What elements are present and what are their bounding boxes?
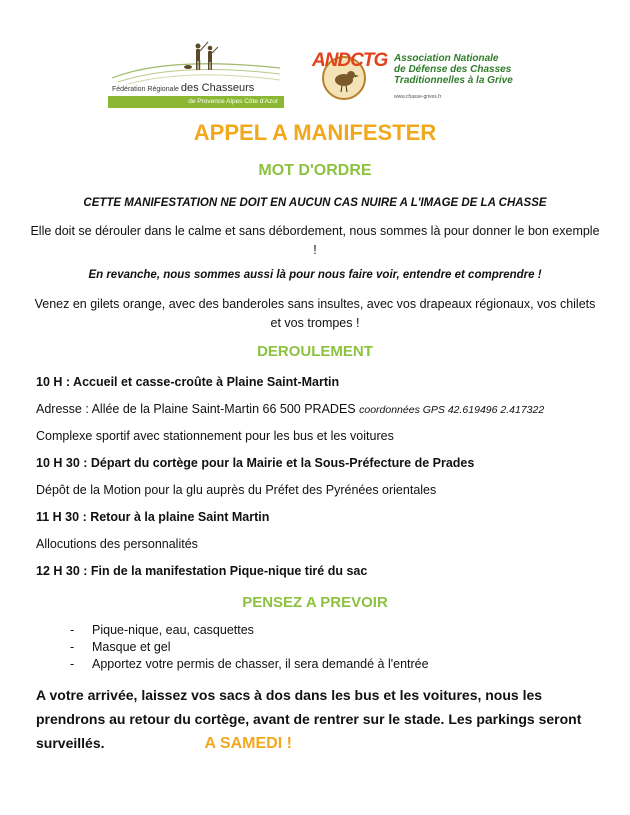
federation-title: Fédération Régionale des Chasseurs [112,82,255,94]
schedule-item: 11 H 30 : Retour à la plaine Saint Martin [36,510,270,524]
closing-paragraph: A votre arrivée, laissez vos sacs à dos dans les bus et les voitures, nous les prendrons au retour du cortège, avant de rentrer sur le stade. Les parkings seront surveillés. A SAMEDI ! [36,687,582,752]
schedule-item: Complexe sportif avec stationnement pour les bus et les voitures [36,429,394,443]
header-logos [0,38,630,116]
federation-region: de Provence Alpes Côte d'Azur [188,98,278,105]
list-item: - Pique-nique, eau, casquettes [70,623,254,637]
gps-coordinates: coordonnées GPS 42.619496 2.417322 [359,404,545,416]
deroulement-heading: DEROULEMENT [257,343,373,360]
intro-paragraph: Elle doit se dérouler dans le calme et sans débordement, nous sommes là pour donner le bon exemple ! [30,224,600,257]
prevoir-list [70,622,429,673]
slogan: CETTE MANIFESTATION NE DOIT EN AUCUN CAS NUIRE A L'IMAGE DE LA CHASSE [83,197,547,209]
ancgt-acronym: ANDCTG [312,50,388,71]
dress-paragraph: Venez en gilets orange, avec des banderoles sans insultes, avec vos drapeaux régionaux, vos chilets et vos trompes ! [34,297,596,330]
prevoir-heading: PENSEZ A PREVOIR [242,594,388,611]
closing-highlight: A SAMEDI ! [204,735,292,752]
ancgt-logo [308,48,538,114]
address-line [36,402,606,416]
ancgt-name: Association Nationale de Défense des Chasses Traditionnelles à la Grive [394,53,513,86]
schedule-item: 10 H 30 : Départ du cortège pour la Mairie et la Sous-Préfecture de Prades [36,456,475,470]
federation-logo [108,38,284,110]
mot-dordre-heading: MOT D'ORDRE [258,162,372,179]
schedule-item: Allocutions des personnalités [36,537,198,551]
list-item: - Apportez votre permis de chasser, il sera demandé à l'entrée [70,657,429,671]
page-title: APPEL A MANIFESTER [193,120,437,145]
schedule-item: Dépôt de la Motion pour la glu auprès du Préfet des Pyrénées orientales [36,483,437,497]
emphasis-paragraph: En revanche, nous sommes aussi là pour nous faire voir, entendre et comprendre ! [88,269,542,281]
ancgt-url: www.chasse-grives.fr [394,94,442,100]
schedule-item: 12 H 30 : Fin de la manifestation Pique-nique tiré du sac [36,564,368,578]
schedule-item: 10 H : Accueil et casse-croûte à Plaine Saint-Martin [36,375,340,389]
list-item: - Masque et gel [70,640,171,654]
address-text: Adresse : Allée de la Plaine Saint-Martin 66 500 PRADES [36,402,356,416]
hunters-silhouette-icon [108,38,284,84]
